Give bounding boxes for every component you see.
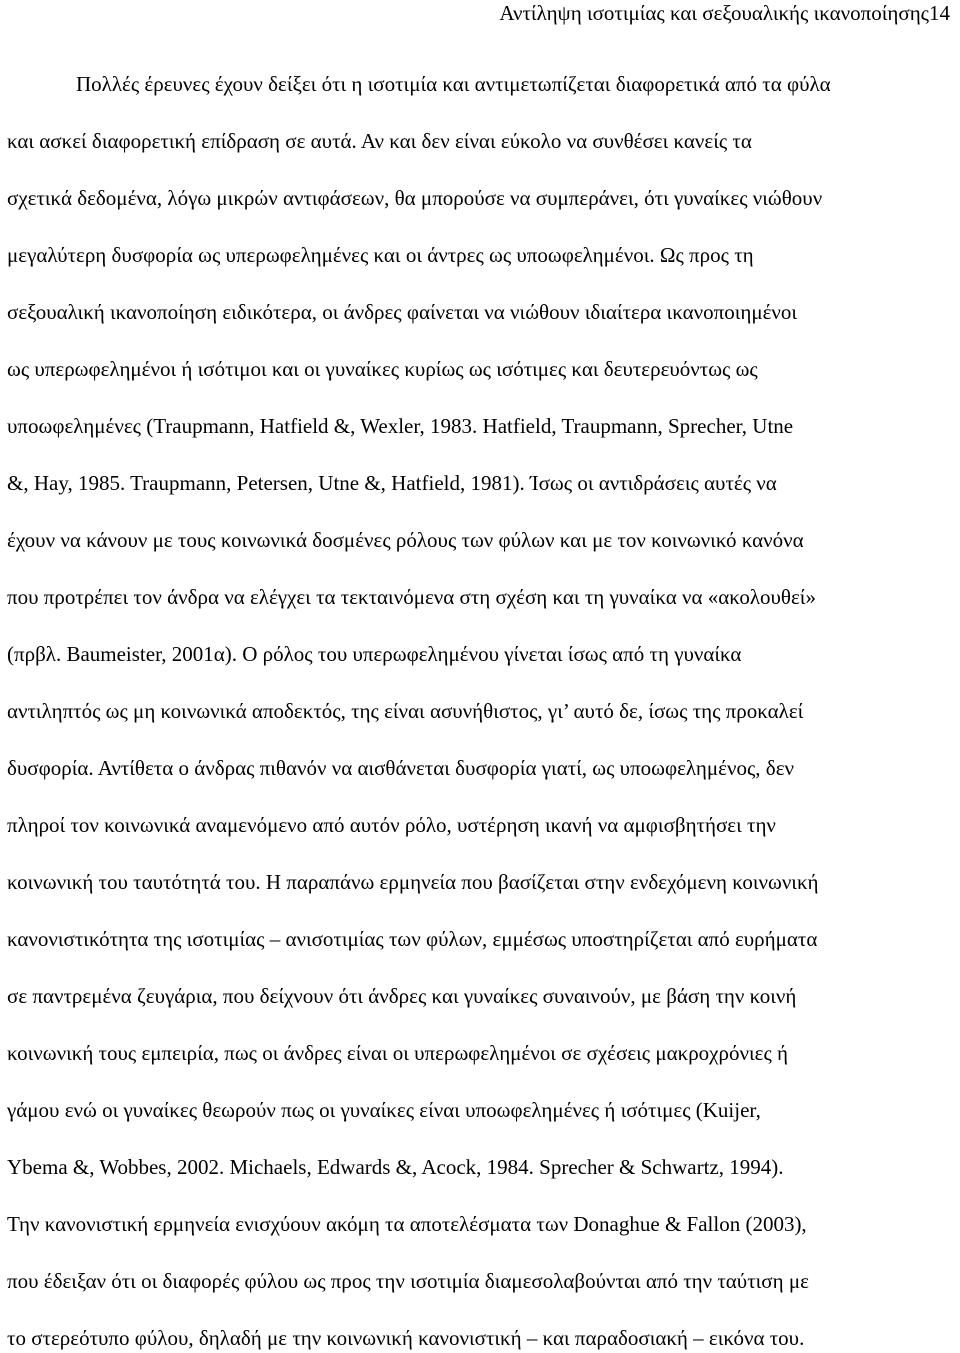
text-line: δυσφορία. Αντίθετα ο άνδρας πιθανόν να αισθάνεται δυσφορία γιατί, ως υποωφελημένος, δεν xyxy=(7,756,795,780)
text-line: που προτρέπει τον άνδρα να ελέγχει τα τεκταινόμενα στη σχέση και τη γυναίκα να «ακολουθεί» xyxy=(7,585,816,609)
text-line: (πρβλ. Baumeister, 2001α). Ο ρόλος του υπερωφελημένου γίνεται ίσως από τη γυναίκα xyxy=(7,642,742,666)
text-line: και ασκεί διαφορετική επίδραση σε αυτά. Αν και δεν είναι εύκολο να συνθέσει κανείς τα xyxy=(7,129,752,153)
text-line: μεγαλύτερη δυσφορία ως υπερωφελημένες και οι άντρες ως υποωφελημένοι. Ως προς τη xyxy=(7,243,754,267)
text-line: υποωφελημένες (Traupmann, Hatfield &, Wexler, 1983. Hatfield, Traupmann, Sprecher, Utne xyxy=(7,414,794,438)
text-line: κανονιστικότητα της ισοτιμίας – ανισοτιμίας των φύλων, εμμέσως υποστηρίζεται από ευρήματα xyxy=(7,927,818,951)
running-head: Αντίληψη ισοτιμίας και σεξουαλικής ικανοποίησης14 xyxy=(499,1,950,25)
text-line: σε παντρεμένα ζευγάρια, που δείχνουν ότι άνδρες και γυναίκες συναινούν, με βάση την κοινή xyxy=(7,984,797,1008)
text-line: πληροί τον κοινωνικά αναμενόμενο από αυτόν ρόλο, υστέρηση ικανή να αμφισβητήσει την xyxy=(7,813,776,837)
text-line: αντιληπτός ως μη κοινωνικά αποδεκτός, της είναι ασυνήθιστος, γι’ αυτό δε, ίσως της προκαλεί xyxy=(7,699,804,723)
text-line: σχετικά δεδομένα, λόγω μικρών αντιφάσεων, θα μπορούσε να συμπεράνει, ότι γυναίκες νιώθουν xyxy=(7,186,823,210)
text-line: το στερεότυπο φύλου, δηλαδή με την κοινωνική κανονιστική – και παραδοσιακή – εικόνα του. xyxy=(7,1326,805,1350)
text-line: γάμου ενώ οι γυναίκες θεωρούν πως οι γυναίκες είναι υποωφελημένες ή ισότιμες (Kuijer, xyxy=(7,1098,761,1122)
text-line: που έδειξαν ότι οι διαφορές φύλου ως προς την ισοτιμία διαμεσολαβούνται από την ταύτιση με xyxy=(7,1269,809,1293)
text-line: κοινωνική του ταυτότητά του. Η παραπάνω ερμηνεία που βασίζεται στην ενδεχόμενη κοινωνική xyxy=(7,870,819,894)
text-line: &, Hay, 1985. Traupmann, Petersen, Utne &, Hatfield, 1981). Ίσως οι αντιδράσεις αυτές να xyxy=(7,471,777,495)
text-line: έχουν να κάνουν με τους κοινωνικά δοσμένες ρόλους των φύλων και με τον κοινωνικό κανόνα xyxy=(7,528,804,552)
text-line: Ybema &, Wobbes, 2002. Michaels, Edwards &, Acock, 1984. Sprecher & Schwartz, 1994). xyxy=(7,1155,784,1179)
text-line: σεξουαλική ικανοποίηση ειδικότερα, οι άνδρες φαίνεται να νιώθουν ιδιαίτερα ικανοποιημένοι xyxy=(7,300,798,324)
text-line: Πολλές έρευνες έχουν δείξει ότι η ισοτιμία και αντιμετωπίζεται διαφορετικά από τα φύλα xyxy=(76,72,831,96)
text-line: ως υπερωφελημένοι ή ισότιμοι και οι γυναίκες κυρίως ως ισότιμες και δευτερευόντως ως xyxy=(7,357,758,381)
text-line: κοινωνική τους εμπειρία, πως οι άνδρες είναι οι υπερωφελημένοι σε σχέσεις μακροχρόνιες ή xyxy=(7,1041,788,1065)
text-line: Την κανονιστική ερμηνεία ενισχύουν ακόμη τα αποτελέσματα των Donaghue & Fallon (2003), xyxy=(7,1212,807,1236)
